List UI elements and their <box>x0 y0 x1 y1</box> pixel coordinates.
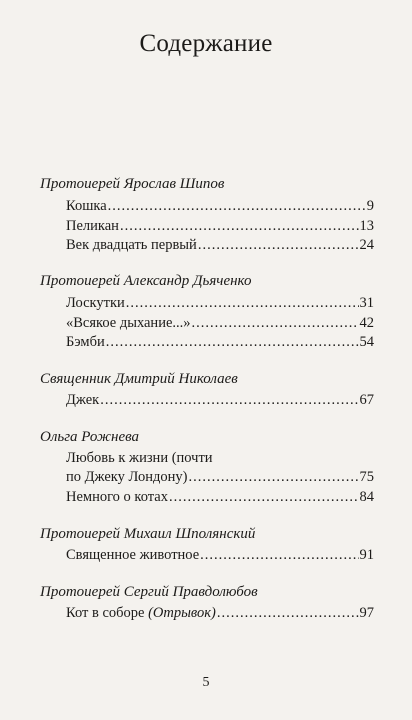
dot-leader <box>100 392 358 409</box>
page-title: Содержание <box>139 30 273 57</box>
section-author: Священник Дмитрий Николаев <box>40 371 238 387</box>
dot-leader <box>108 198 366 215</box>
toc-entry[interactable] <box>66 469 374 486</box>
toc-entry[interactable] <box>66 547 374 564</box>
toc-entry-page: 67 <box>359 392 374 408</box>
toc-entry-page: 84 <box>359 489 374 505</box>
toc-entry-title: Кошка <box>66 198 107 214</box>
page-number: 5 <box>202 675 210 690</box>
toc-entry-title: Пеликан <box>66 218 119 234</box>
toc-entry-title: Джек <box>66 392 100 408</box>
toc-entry-title: Лоскутки <box>66 295 125 311</box>
toc-entry-title-line1: Любовь к жизни (почти <box>66 450 213 466</box>
toc-entry[interactable] <box>66 237 374 254</box>
toc-entry-title-italic: (Отрывок) <box>148 605 216 621</box>
dot-leader <box>188 469 358 486</box>
toc-entry-page: 91 <box>359 547 374 563</box>
toc-entry[interactable] <box>66 334 374 351</box>
toc-entry[interactable] <box>66 295 374 312</box>
toc-entry-title: Немного о котах <box>66 489 168 505</box>
toc-entry-page: 24 <box>359 237 374 253</box>
dot-leader <box>198 237 359 254</box>
section-author: Протоиерей Александр Дьяченко <box>40 273 252 289</box>
toc-entry[interactable] <box>66 605 374 622</box>
toc-entry[interactable] <box>66 315 374 332</box>
toc-entry[interactable] <box>66 198 374 215</box>
toc-entry-page: 75 <box>359 469 374 485</box>
toc-entry-title: Священное животное <box>66 547 200 563</box>
toc-entry-page: 13 <box>359 218 374 234</box>
section-author: Протоиерей Ярослав Шипов <box>40 176 225 192</box>
dot-leader <box>217 605 359 622</box>
toc-entry-title: по Джеку Лондону) <box>66 469 188 485</box>
toc-entry[interactable] <box>66 392 374 409</box>
toc-entry-page: 9 <box>366 198 374 214</box>
dot-leader <box>169 489 359 506</box>
toc-entry-title-main: Кот в соборе <box>66 605 149 621</box>
toc-entry-title: «Всякое дыхание...» <box>66 315 191 331</box>
toc-entry-page: 31 <box>359 295 374 311</box>
toc-entry-title <box>66 605 216 622</box>
section-author: Протоиерей Сергий Правдолюбов <box>40 584 258 600</box>
dot-leader <box>192 315 359 332</box>
toc-entry[interactable] <box>66 489 374 506</box>
toc-entry[interactable] <box>66 218 374 235</box>
dot-leader <box>120 218 359 235</box>
toc-entry-page: 54 <box>359 334 374 350</box>
toc-entry-title: Бэмби <box>66 334 105 350</box>
toc-entry-title: Век двадцать первый <box>66 237 197 253</box>
toc-entry-page: 97 <box>359 605 374 621</box>
section-author: Протоиерей Михаил Шполянский <box>40 526 256 542</box>
dot-leader <box>126 295 359 312</box>
section-author: Ольга Рожнева <box>40 429 140 445</box>
dot-leader <box>200 547 358 564</box>
toc-entry-page: 42 <box>359 315 374 331</box>
dot-leader <box>106 334 359 351</box>
